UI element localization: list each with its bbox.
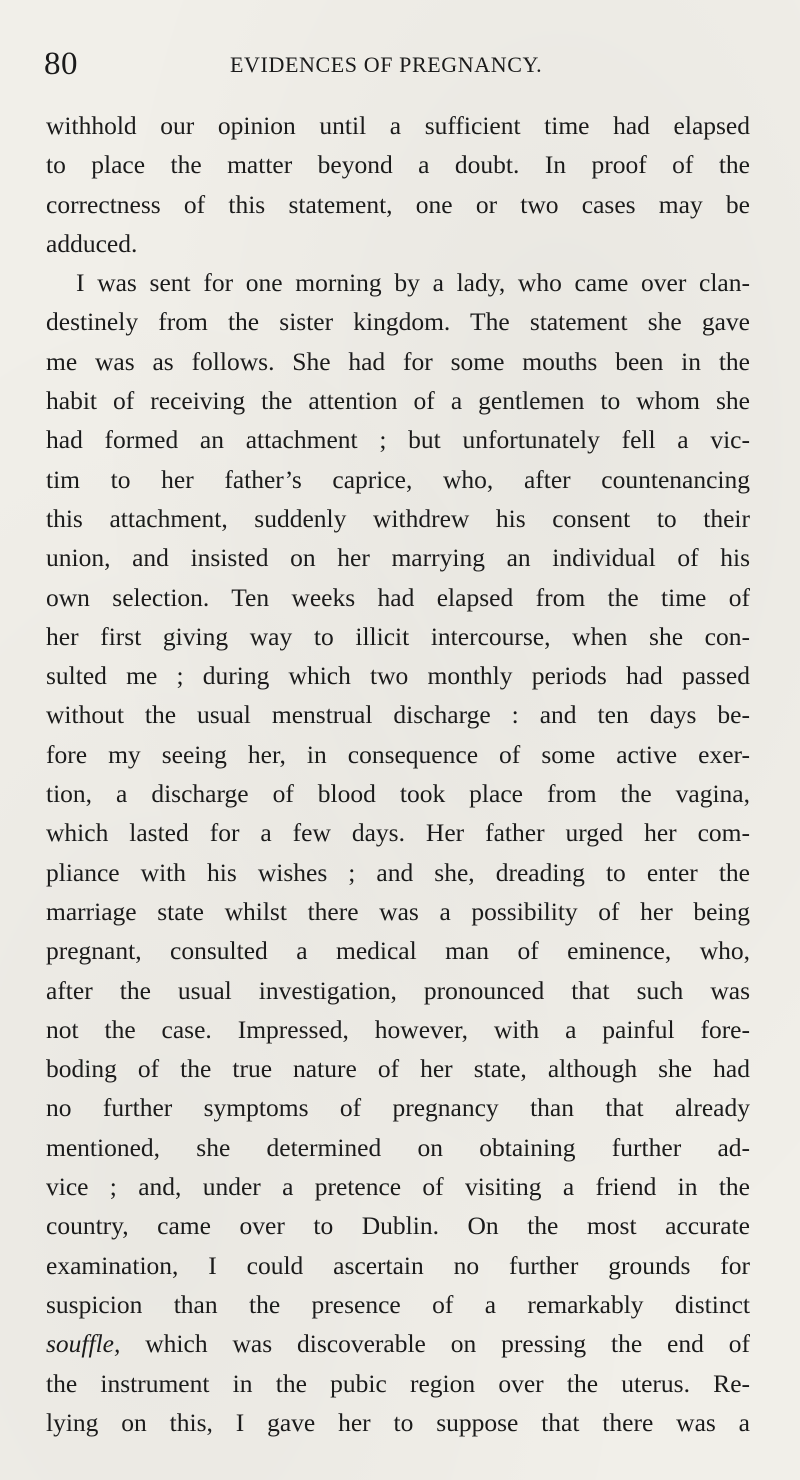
text-line: after the usual investigation, pronounced that such was (46, 975, 750, 1005)
text-line: own selection. Ten weeks had elapsed from the time of (46, 582, 750, 612)
text-line (46, 1324, 750, 1363)
text-line: withhold our opinion until a sufficient time had elapsed (46, 111, 750, 140)
text-line: examination, I could ascertain no further grounds for (46, 1250, 750, 1280)
text-line: pliance with his wishes ; and she, dreading to enter the (46, 857, 750, 887)
text-line: without the usual menstrual discharge : and ten days be- (46, 700, 750, 730)
text-line: correctness of this statement, one or two cases may be (46, 189, 750, 219)
text-line: destinely from the sister kingdom. The statement she gave (46, 307, 750, 337)
text-line: no further symptoms of pregnancy than that already (46, 1093, 750, 1123)
text-line: to place the matter beyond a doubt. In proof of the (46, 150, 750, 180)
text-line: pregnant, consulted a medical man of eminence, who, (46, 936, 750, 966)
text-line: habit of receiving the attention of a gentlemen to whom she (46, 386, 750, 416)
italic-term: souffle, (46, 1329, 121, 1359)
text-line: suspicion than the presence of a remarkably distinct (46, 1289, 750, 1319)
text-line: sulted me ; during which two monthly periods had passed (46, 661, 750, 691)
text-line: mentioned, she determined on obtaining further ad- (46, 1132, 750, 1162)
text-line: me was as follows. She had for some mouths been in the (46, 346, 750, 376)
text-line: which lasted for a few days. Her father urged her com- (46, 818, 750, 848)
text-line: this attachment, suddenly withdrew his consent to their (46, 503, 750, 533)
text-line: her first giving way to illicit intercourse, when she con- (46, 621, 750, 651)
body-text (46, 106, 750, 1442)
text-line: I was sent for one morning by a lady, who came over clan- (76, 268, 750, 298)
text-line: fore my seeing her, in consequence of some active exer- (46, 739, 750, 769)
page-number: 80 (44, 46, 78, 82)
running-title: EVIDENCES OF PREGNANCY. (230, 52, 543, 77)
text-line: not the case. Impressed, however, with a painful fore- (46, 1014, 750, 1044)
text-line: the instrument in the pubic region over the uterus. Re- (46, 1368, 750, 1398)
text-line: tion, a discharge of blood took place from the vagina, (46, 779, 750, 809)
text-line: adduced. (46, 228, 138, 258)
text-line: boding of the true nature of her state, although she had (46, 1054, 750, 1084)
text-line: country, came over to Dublin. On the most accurate (46, 1211, 750, 1241)
text-line: union, and insisted on her marrying an individual of his (46, 543, 750, 573)
text-line: lying on this, I gave her to suppose that there was a (46, 1407, 750, 1437)
text-line: vice ; and, under a pretence of visiting a friend in the (46, 1172, 750, 1202)
running-head (44, 44, 760, 84)
text-line: had formed an attachment ; but unfortunately fell a vic- (46, 425, 750, 455)
text-line-rest: which was discoverable on pressing the end of (120, 1329, 750, 1359)
text-line: tim to her father’s caprice, who, after countenancing (46, 464, 750, 494)
text-line: marriage state whilst there was a possibility of her being (46, 896, 750, 926)
